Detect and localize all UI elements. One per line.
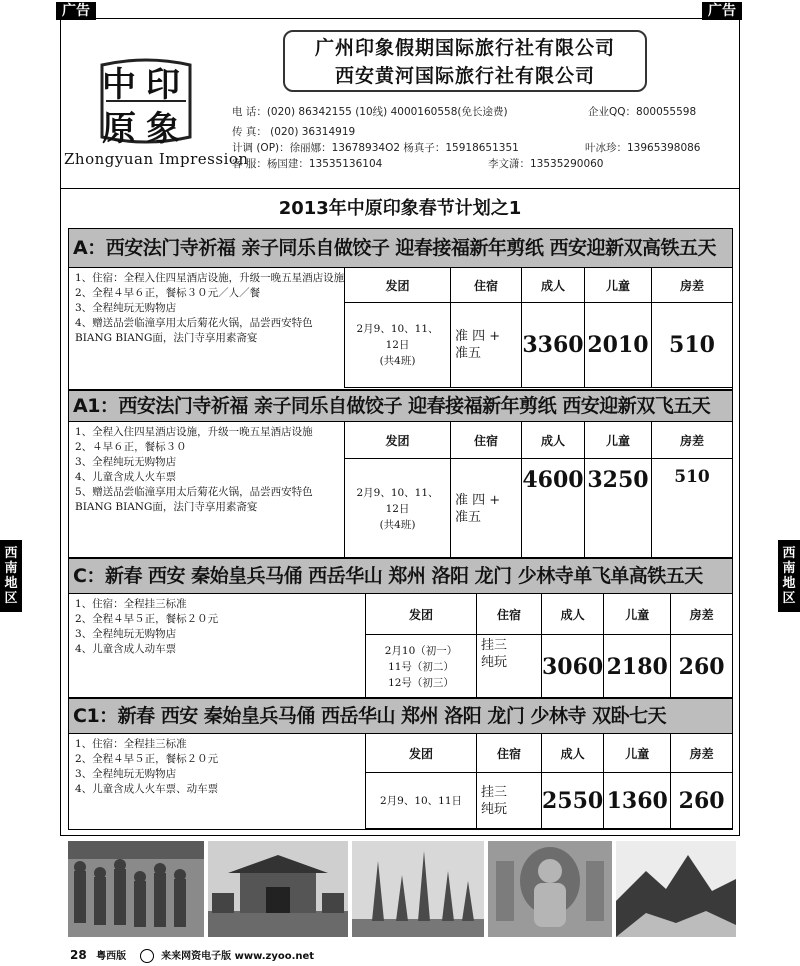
col-room: 房差 bbox=[671, 734, 733, 773]
col-stay: 住宿 bbox=[451, 268, 522, 303]
child-price: 2010 bbox=[585, 303, 652, 388]
contact-fax: 传 真： (020) 36314919 bbox=[232, 126, 356, 138]
feature-item: 1、住宿：全程入住四星酒店设施，升级一晚五星酒店设施 bbox=[75, 272, 345, 284]
side-tab-left bbox=[0, 540, 22, 612]
date-line: 12日 bbox=[385, 339, 410, 351]
side-tab-text: 西 南 地 区 bbox=[782, 546, 796, 606]
col-stay: 住宿 bbox=[451, 422, 522, 459]
feature-item: 1、住宿：全程挂三标准 bbox=[75, 738, 187, 750]
footer-brand: 来来网资电子版 www.zyoo.net bbox=[161, 951, 315, 962]
adult-price: 3060 bbox=[542, 635, 604, 699]
route-a1-title: A1：西安法门寺祈福 亲子同乐自做饺子 迎春接福新年剪纸 西安迎新双飞五天 bbox=[69, 391, 732, 422]
brand-icon bbox=[140, 949, 154, 963]
date-line: 11号（初二） bbox=[388, 660, 454, 673]
room-diff: 510 bbox=[652, 303, 733, 388]
col-child: 儿童 bbox=[585, 268, 652, 303]
route-c-price-table bbox=[365, 593, 733, 699]
col-departure: 发团 bbox=[366, 734, 477, 773]
pagoda-forest-photo bbox=[352, 841, 484, 937]
page-number: 28 bbox=[70, 948, 87, 962]
feature-item: 4、儿童含成人火车票、动车票 bbox=[75, 783, 219, 795]
header-divider bbox=[60, 188, 740, 189]
adult-price: 4600 bbox=[522, 459, 585, 559]
mount-huashan-photo bbox=[616, 841, 736, 937]
route-c-box bbox=[68, 558, 733, 698]
room-diff: 260 bbox=[671, 635, 733, 699]
departure-dates bbox=[366, 773, 477, 829]
feature-item: 3、全程纯玩无购物店 bbox=[75, 302, 177, 314]
company-name-2: 西安黄河国际旅行社有限公司 bbox=[334, 65, 595, 87]
logo-char-4: 象 bbox=[146, 109, 180, 149]
feature-item: 2、全程４早６正，餐标３０元／人／餐 bbox=[75, 287, 261, 299]
child-price: 1360 bbox=[604, 773, 671, 829]
feature-item: 3、全程纯玩无购物店 bbox=[75, 628, 177, 640]
date-line: 2月9、10、11、 bbox=[356, 486, 439, 499]
col-departure: 发团 bbox=[345, 268, 451, 303]
col-stay: 住宿 bbox=[477, 734, 542, 773]
feature-item: 2、４早６正，餐标３０ bbox=[75, 441, 187, 453]
child-price: 2180 bbox=[604, 635, 671, 699]
feature-item: 4、儿童含成人火车票 bbox=[75, 471, 177, 483]
route-a-price-table bbox=[344, 267, 733, 388]
contact-service: 客 服：杨国建：13535136104 bbox=[232, 158, 383, 170]
col-stay: 住宿 bbox=[477, 594, 542, 635]
departure-dates bbox=[366, 635, 477, 699]
plan-title: 2013年中原印象春节计划之1 bbox=[278, 198, 522, 219]
side-tab-text: 西 南 地 区 bbox=[4, 546, 18, 606]
route-a1-box bbox=[68, 390, 733, 558]
feature-item: 4、赠送品尝临潼享用太后菊花火锅，品尝西安特色BIANG BIANG面，法门寺享用素斋宴 bbox=[75, 317, 313, 344]
stay-value: 准 四 + 准五 bbox=[451, 303, 522, 388]
route-a1-price-table bbox=[344, 421, 733, 559]
col-adult: 成人 bbox=[542, 594, 604, 635]
temple-gate-photo bbox=[208, 841, 348, 937]
room-diff: 260 bbox=[671, 773, 733, 829]
company-name-1: 广州印象假期国际旅行社有限公司 bbox=[314, 37, 615, 59]
contact-service-2: 李文潇：13535290060 bbox=[488, 158, 604, 170]
route-c1-price-table bbox=[365, 733, 733, 829]
departure-dates bbox=[345, 459, 451, 559]
route-c1-box bbox=[68, 698, 733, 830]
date-line: 12日 bbox=[385, 502, 410, 515]
route-a-features bbox=[75, 271, 345, 346]
feature-item: 2、全程４早５正，餐标２０元 bbox=[75, 613, 219, 625]
route-c1-title: C1：新春 西安 秦始皇兵马俑 西岳华山 郑州 洛阳 龙门 少林寺 双卧七天 bbox=[69, 699, 732, 734]
terracotta-warriors-photo bbox=[68, 841, 204, 937]
feature-item: 5、赠送品尝临潼享用太后菊花火锅，品尝西安特色BIANG BIANG面，法门寺享用素斋宴 bbox=[75, 486, 313, 513]
ad-tag-right: 广告 bbox=[702, 2, 742, 20]
room-diff: 510 bbox=[652, 459, 733, 559]
date-line: (共4班) bbox=[379, 355, 416, 367]
contact-qq: 企业QQ：800055598 bbox=[588, 106, 697, 118]
col-departure: 发团 bbox=[366, 594, 477, 635]
route-c-features bbox=[75, 597, 365, 657]
date-line: 2月10（初一） bbox=[384, 644, 458, 657]
feature-item: 4、儿童含成人动车票 bbox=[75, 643, 177, 655]
col-room: 房差 bbox=[671, 594, 733, 635]
logo-char-2: 印 bbox=[146, 65, 180, 105]
company-name-box bbox=[283, 30, 647, 92]
feature-item: 3、全程纯玩无购物店 bbox=[75, 456, 177, 468]
route-a1-features bbox=[75, 425, 345, 515]
col-child: 儿童 bbox=[604, 594, 671, 635]
section-name: 粤西版 bbox=[96, 951, 127, 962]
stay-value: 挂三 纯玩 bbox=[477, 635, 542, 699]
stay-value: 准 四 + 准五 bbox=[451, 459, 522, 559]
page-footer bbox=[70, 947, 314, 963]
contact-op: 计调 (OP)：徐丽娜：13678934O2 杨真子：15918651351 bbox=[232, 142, 519, 154]
logo-char-1: 中 bbox=[102, 65, 136, 105]
ad-tag-left: 广告 bbox=[56, 2, 96, 20]
feature-item: 3、全程纯玩无购物店 bbox=[75, 768, 177, 780]
col-room: 房差 bbox=[652, 422, 733, 459]
contact-op-2: 叶冰珍：13965398086 bbox=[585, 142, 701, 154]
col-room: 房差 bbox=[652, 268, 733, 303]
longmen-grottoes-photo bbox=[488, 841, 612, 937]
adult-price: 3360 bbox=[522, 303, 585, 388]
col-departure: 发团 bbox=[345, 422, 451, 459]
contact-phone: 电 话：(020) 86342155 (10线) 4000160558(免长途费) bbox=[232, 106, 508, 118]
child-price: 3250 bbox=[585, 459, 652, 559]
col-adult: 成人 bbox=[522, 268, 585, 303]
side-tab-right bbox=[778, 540, 800, 612]
company-logo bbox=[96, 55, 196, 147]
col-child: 儿童 bbox=[585, 422, 652, 459]
date-line: (共4班) bbox=[379, 518, 416, 531]
logo-english-name: Zhongyuan Impression bbox=[64, 150, 249, 168]
departure-dates bbox=[345, 303, 451, 388]
logo-char-3: 原 bbox=[102, 109, 136, 149]
route-a-box bbox=[68, 228, 733, 390]
feature-item: 2、全程４早５正，餐标２０元 bbox=[75, 753, 219, 765]
date-line: 12号（初三） bbox=[388, 676, 454, 689]
feature-item: 1、住宿：全程挂三标准 bbox=[75, 598, 187, 610]
feature-item: 1、全程入住四星酒店设施，升级一晚五星酒店设施 bbox=[75, 426, 313, 438]
stay-value: 挂三 纯玩 bbox=[477, 773, 542, 829]
date-line: 2月9、10、11、 bbox=[356, 323, 439, 335]
route-a-title: A：西安法门寺祈福 亲子同乐自做饺子 迎春接福新年剪纸 西安迎新双高铁五天 bbox=[69, 229, 732, 268]
adult-price: 2550 bbox=[542, 773, 604, 829]
col-adult: 成人 bbox=[542, 734, 604, 773]
route-c-title: C：新春 西安 秦始皇兵马俑 西岳华山 郑州 洛阳 龙门 少林寺单飞单高铁五天 bbox=[69, 559, 732, 594]
col-adult: 成人 bbox=[522, 422, 585, 459]
route-c1-features bbox=[75, 737, 365, 797]
date-line: 2月9、10、11日 bbox=[379, 794, 463, 807]
col-child: 儿童 bbox=[604, 734, 671, 773]
